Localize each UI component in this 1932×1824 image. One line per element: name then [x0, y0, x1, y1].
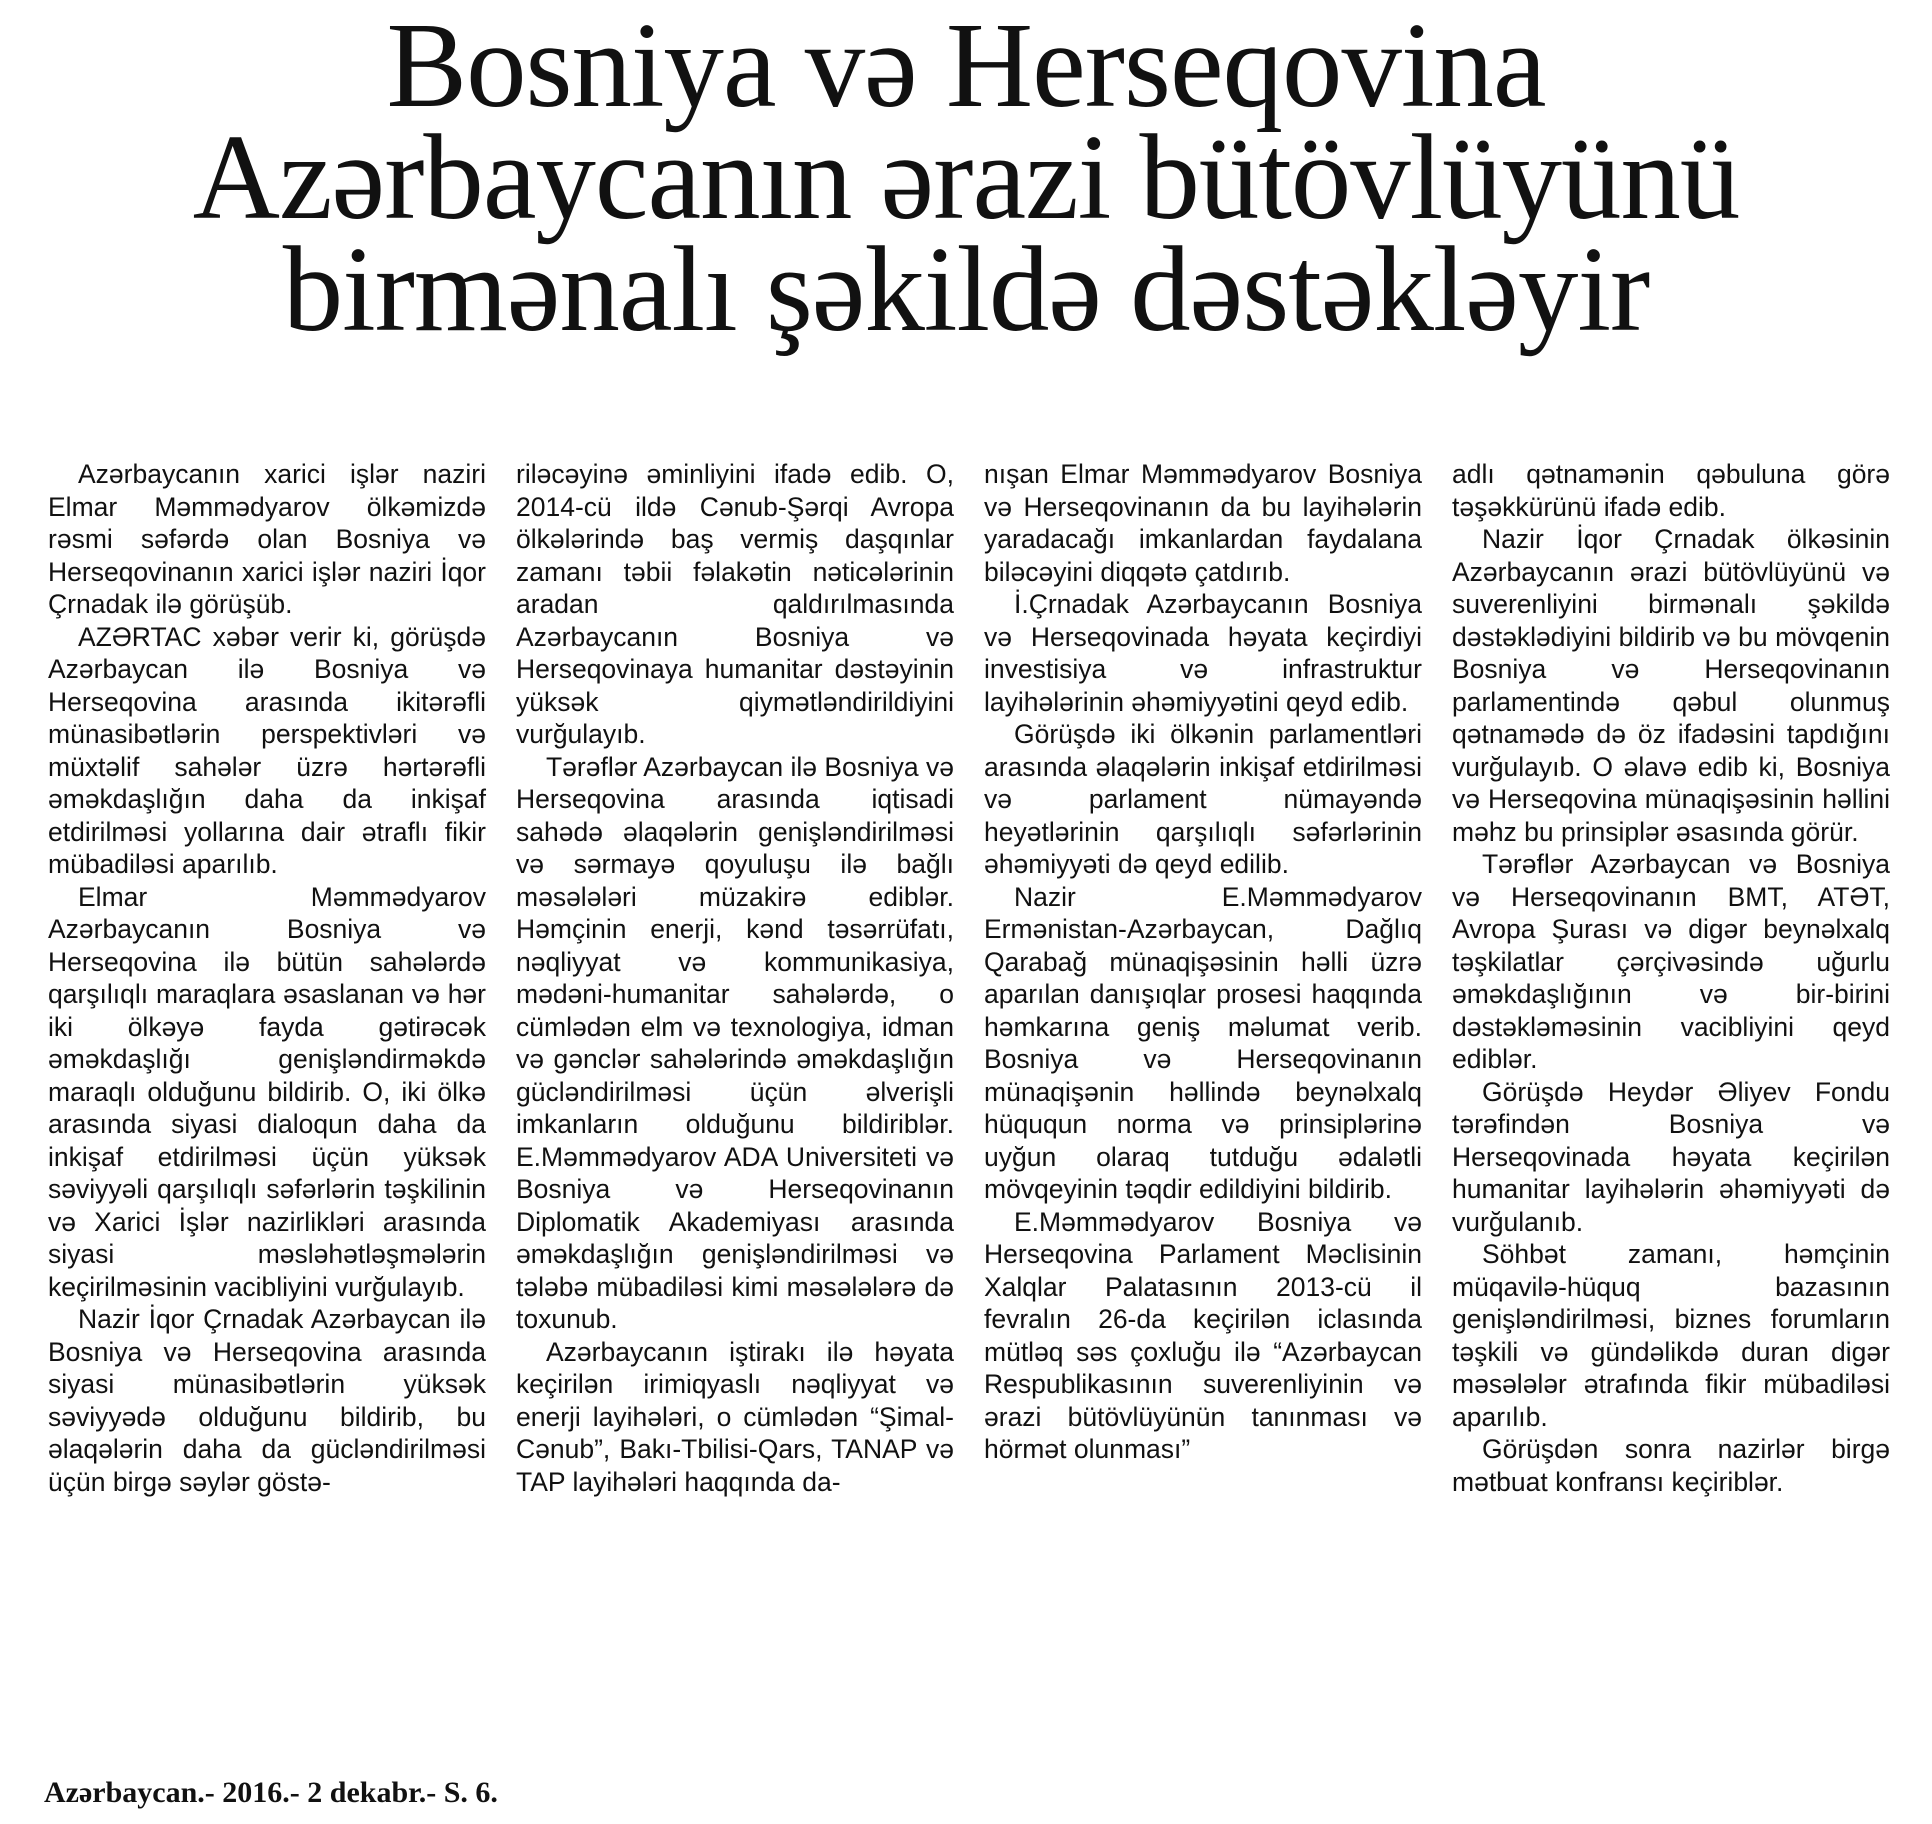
paragraph: Görüşdə iki ölkənin parlamentləri arasında əlaqələrin inkişaf etdirilməsi və parlament nümayəndə heyətlərinin qarşılıqlı səfərlərinin əhəmiyyəti də qeyd edilib. [984, 719, 1422, 879]
article-body [48, 458, 1890, 1758]
paragraph: Azərbaycanın xarici işlər naziri Elmar Məmmədyarov ölkəmizdə rəsmi səfərdə olan Bosniya və Herseqovinanın xarici işlər naziri İqor Çrnadak ilə görüşüb. [48, 459, 486, 619]
paragraph: Nazir E.Məmmədyarov Ermənistan-Azərbaycan, Dağlıq Qarabağ münaqişəsinin həlli üzrə aparılan danışıqlar prosesi haqqında həmkarına geniş məlumat verib. Bosniya və Herseqovinanın münaqişənin həllində beynəlxalq hüququn norma və prinsiplərinə uyğun olaraq tutduğu ədalətli mövqeyinin təqdir edildiyini bildirib. [984, 881, 1422, 1204]
paragraph: Tərəflər Azərbaycan ilə Bosniya və Herseqovina arasında iqtisadi sahədə əlaqələrin genişləndirilməsi və sərmayə qoyuluşu ilə bağlı məsələləri müzakirə ediblər. Həmçinin enerji, kənd təsərrüfatı, nəqliyyat və kommunikasiya, mədəni-humanitar sahələrdə, o cümlədən elm və texnologiya, idman və gənclər sahələrində əməkdaşlığın gücləndirilməsi üçün əlverişli imkanların olduğunu bildiriblər. E.Məmmədyarov ADA Universiteti və Bosniya və Herseqovinanın Diplomatik Akademiyası arasında əməkdaşlığın genişləndirilməsi və tələbə mübadiləsi kimi məsələlərə də toxunub. [516, 751, 955, 1334]
article-column-4 [1452, 458, 1890, 1758]
article-column-3 [984, 458, 1422, 1758]
headline-line-1: Bosniya və Herseqovina [386, 0, 1546, 133]
source-citation: Azərbaycan.- 2016.- 2 dekabr.- S. 6. [44, 1776, 498, 1809]
paragraph: Nazir İqor Çrnadak ölkəsinin Azərbaycanın ərazi bütövlüyünü və suverenliyini birmənalı şəkildə dəstəklədiyini bildirib və bu mövqenin Bosniya və Herseqovinanın parlamentində qəbul olunmuş qətnamədə də öz ifadəsini tapdığını vurğulayıb. O əlavə edib ki, Bosniya və Herseqovina münaqişəsinin həllini məhz bu prinsiplər əsasında görür. [1452, 524, 1890, 847]
paragraph: Tərəflər Azərbaycan və Bosniya və Herseqovinanın BMT, ATƏT, Avropa Şurası və digər beynəlxalq təşkilatlar çərçivəsində uğurlu əməkdaşlığının və bir-birini dəstəkləməsinin vacibliyini qeyd ediblər. [1452, 849, 1890, 1074]
paragraph: E.Məmmədyarov Bosniya və Herseqovina Parlament Məclisinin Xalqlar Palatasının 2013-cü il fevralın 26-da keçirilən iclasında mütləq səs çoxluğu ilə “Azərbaycan Respublikasının suverenliyinin və ərazi bütövlüyünün tanınması və hörmət olunması” [984, 1206, 1422, 1464]
headline-line-3: birmənalı şəkildə dəstəkləyir [282, 222, 1650, 357]
paragraph: Görüşdə Heydər Əliyev Fondu tərəfindən Bosniya və Herseqovinada həyata keçirilən humanitar layihələrin əhəmiyyəti də vurğulanıb. [1452, 1076, 1890, 1237]
paragraph: Elmar Məmmədyarov Azərbaycanın Bosniya və Herseqovina ilə bütün sahələrdə qarşılıqlı maraqlara əsaslanan və hər iki ölkəyə fayda gətirəcək əməkdaşlığı genişləndirməkdə maraqlı olduğunu bildirib. O, iki ölkə arasında siyasi dialoqun daha da inkişaf etdirilməsi üçün yüksək səviyyəli qarşılıqlı səfərlərin təşkilinin və Xarici İşlər nazirlikləri arasında siyasi məsləhətləşmələrin keçirilməsinin vacibliyini vurğulayıb. [48, 881, 486, 1302]
paragraph: riləcəyinə əminliyini ifadə edib. O, 2014-cü ildə Cənub-Şərqi Avropa ölkələrində baş vermiş daşqınlar zamanı təbii fəlakətin nəticələrinin aradan qaldırılmasında Azərbaycanın Bosniya və Herseqovinaya humanitar dəstəyinin yüksək qiymətləndirildiyini vurğulayıb. [516, 459, 954, 749]
article-column-1 [48, 458, 486, 1758]
paragraph: Görüşdən sonra nazirlər birgə mətbuat konfransı keçiriblər. [1452, 1434, 1890, 1497]
paragraph: Nazir İqor Çrnadak Azərbaycan ilə Bosniya və Herseqovina arasında siyasi münasibətlərin yüksək səviyyədə olduğunu bildirib, bu əlaqələrin daha da gücləndirilməsi üçün birgə səylər göstə- [48, 1304, 486, 1497]
paragraph: İ.Çrnadak Azərbaycanın Bosniya və Herseqovinada həyata keçirdiyi investisiya və infrastruktur layihələrinin əhəmiyyətini qeyd edib. [984, 589, 1422, 717]
paragraph: nışan Elmar Məmmədyarov Bosniya və Herseqovinanın da bu layihələrin yaradacağı imkanlardan faydalana biləcəyini diqqətə çatdırıb. [984, 459, 1422, 587]
paragraph: AZƏRTAC xəbər verir ki, görüşdə Azərbaycan ilə Bosniya və Herseqovina arasında ikitərəfli münasibətlərin perspektivləri və müxtəlif sahələr üzrə hərtərəfli əməkdaşlığın daha da inkişaf etdirilməsi yollarına dair ətraflı fikir mübadiləsi aparılıb. [48, 621, 486, 879]
paragraph: Azərbaycanın iştirakı ilə həyata keçirilən irimiqyaslı nəqliyyat və enerji layihələri, o cümlədən “Şimal-Cənub”, Bakı-Tbilisi-Qars, TANAP və TAP layihələri haqqında da- [516, 1336, 954, 1497]
paragraph: adlı qətnamənin qəbuluna görə təşəkkürünü ifadə edib. [1452, 459, 1890, 522]
article-column-2 [516, 458, 954, 1758]
headline-line-2: Azərbaycanın ərazi bütövlüyünü [192, 110, 1740, 245]
paragraph: Söhbət zamanı, həmçinin müqavilə-hüquq bazasının genişləndirilməsi, biznes forumların təşkili və gündəlikdə duran digər məsələlər ətrafında fikir mübadiləsi aparılıb. [1452, 1239, 1890, 1432]
article-headline [10, 0, 1923, 357]
